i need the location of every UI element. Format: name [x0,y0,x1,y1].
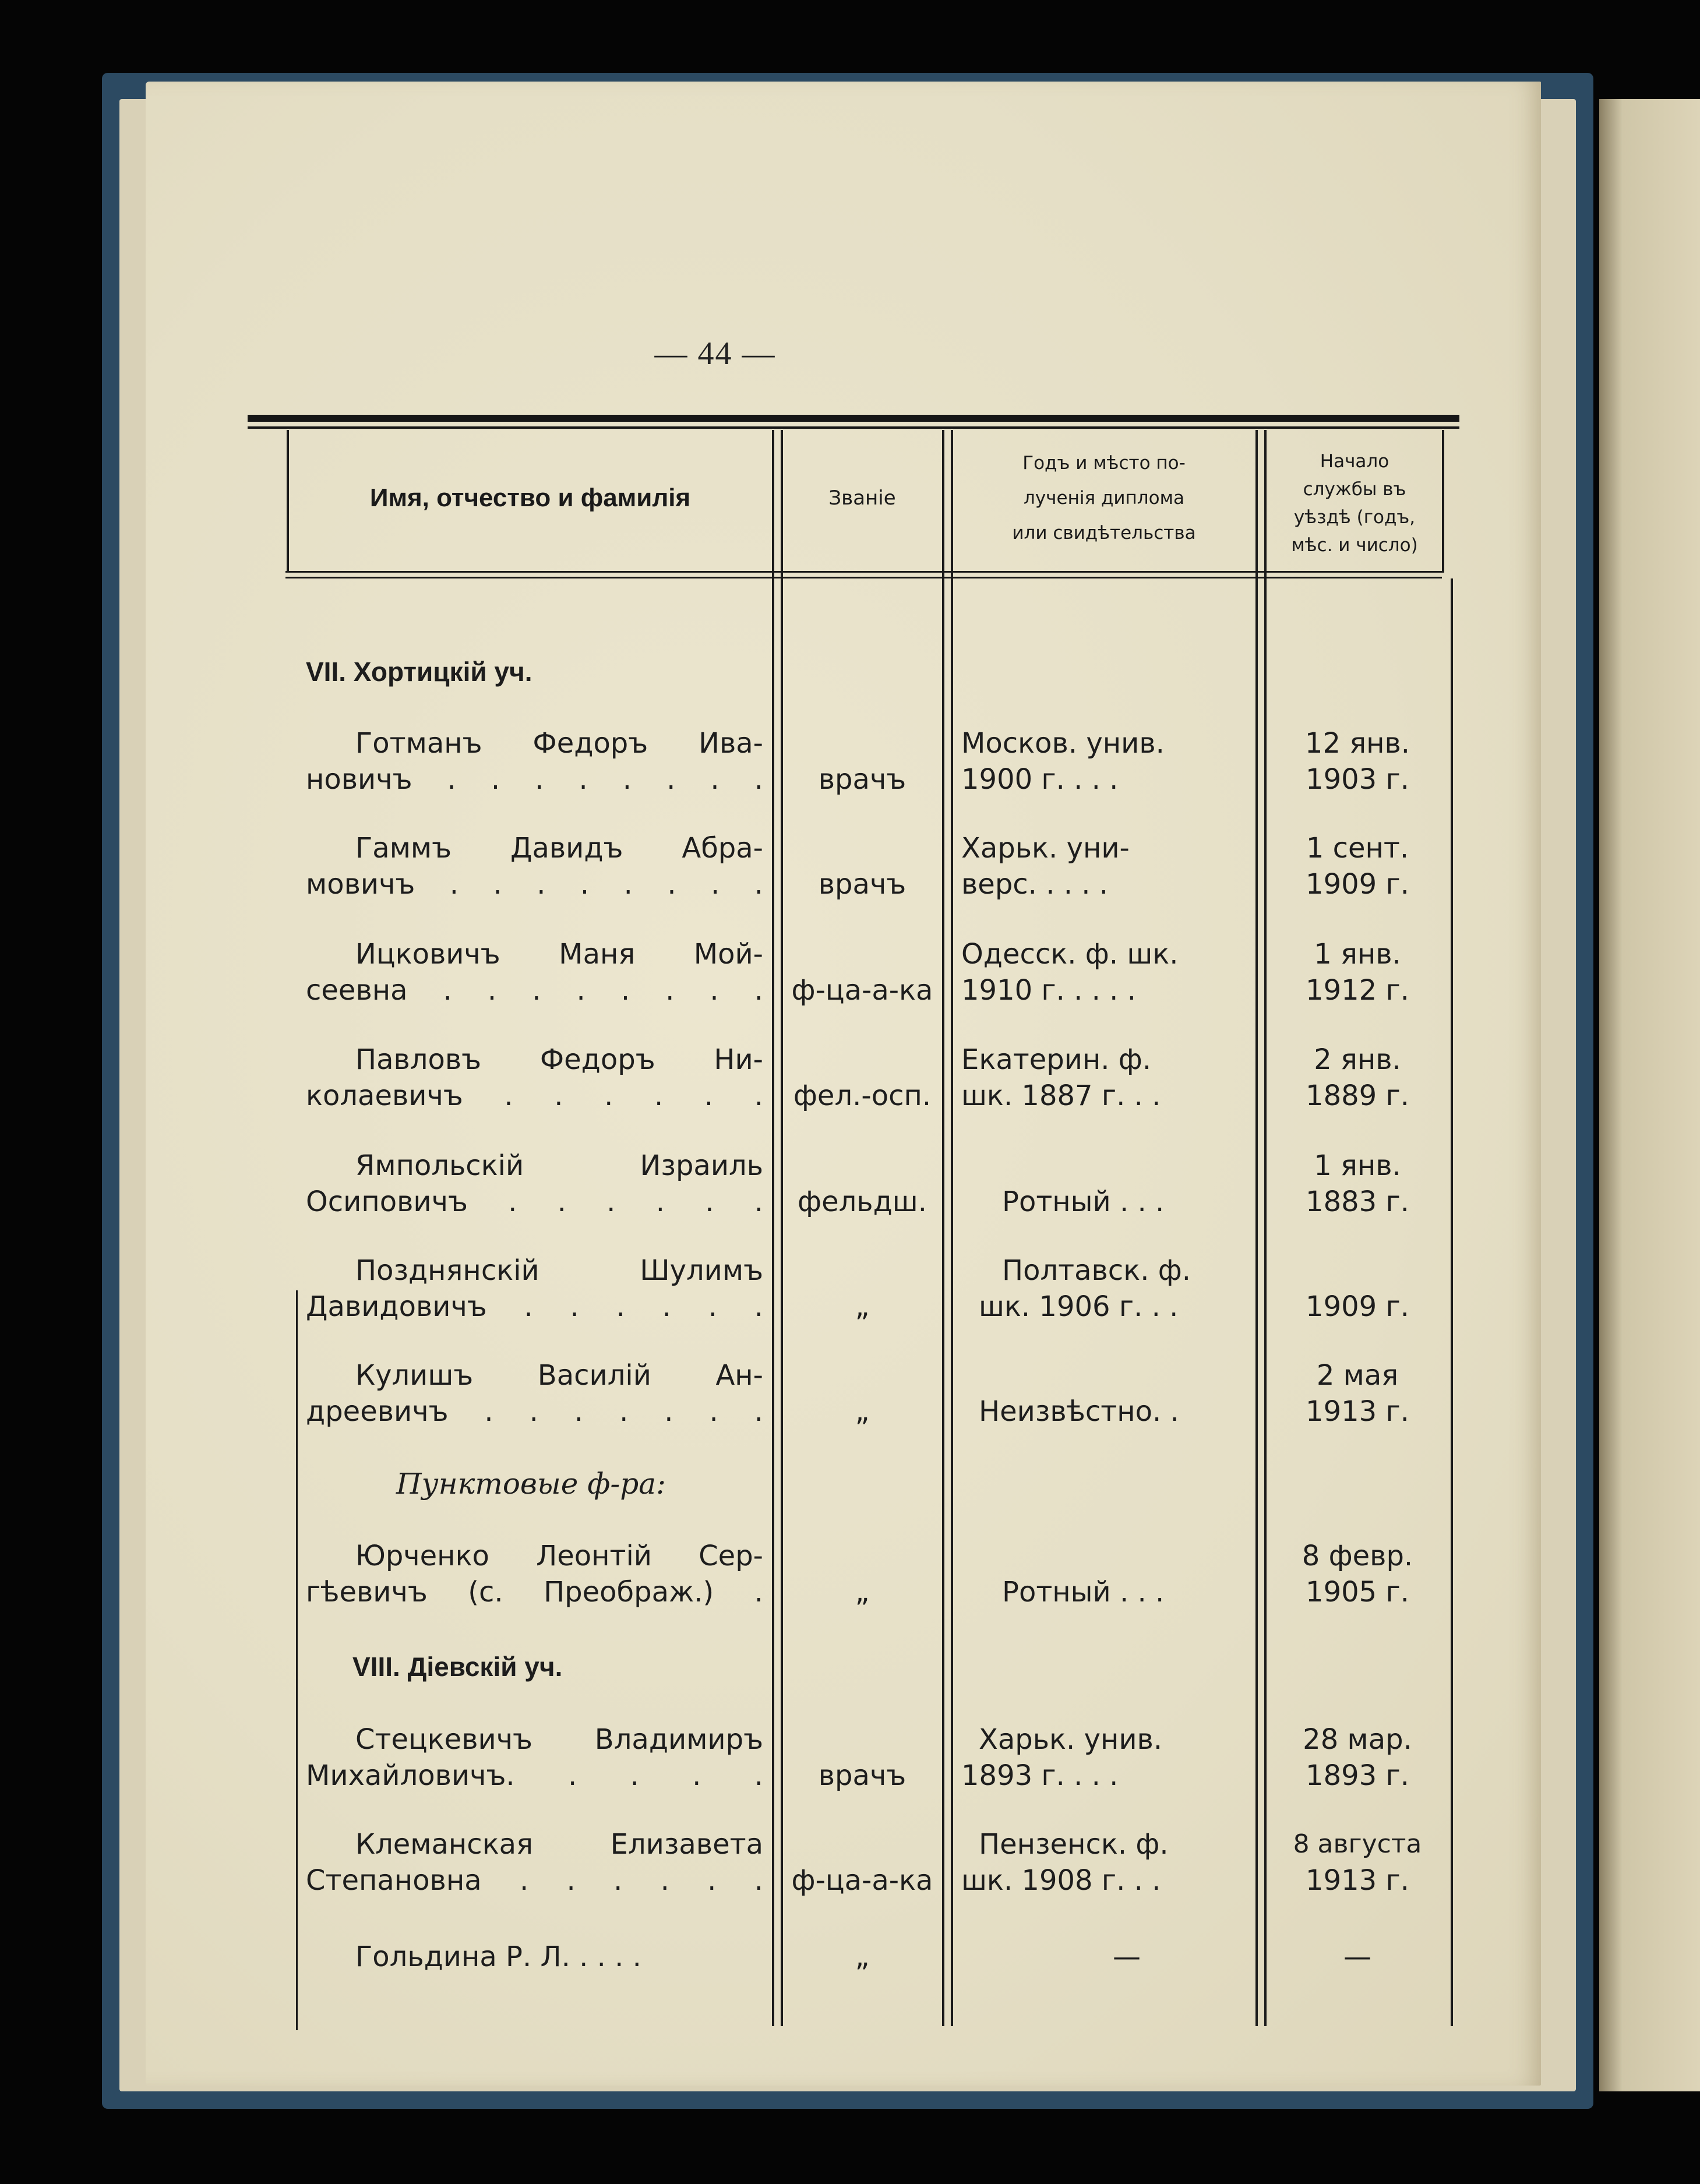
entry-name-line1: Готманъ Федоръ Ива- [355,727,763,760]
page-number: — 44 — [654,336,776,372]
entry-rank: врачъ [818,1759,907,1792]
entry-diploma-line1: Одесск. ф. шк. [961,938,1179,971]
entry-diploma-line2: верс. . . . . [961,868,1108,901]
entry-start-line2: 1905 г. [1306,1576,1409,1608]
entry-diploma-line2: 1900 г. . . . [961,763,1119,796]
entry-diploma-line1: Харьк. унив. [979,1723,1163,1756]
entry-diploma-line1: Пензенск. ф. [979,1828,1169,1861]
entry-name-line1: Ицковичъ Маня Мой- [355,938,763,971]
entry-rank: „ [855,1395,870,1428]
book-page [146,82,1541,2086]
entry-diploma-line2: Неизвѣстно. . [979,1395,1179,1428]
entry-start-line2: 1909 г. [1306,868,1409,901]
entry-start-line2: — [1343,1940,1371,1973]
entry-start-line1: 28 мар. [1303,1723,1412,1756]
entry-name-line2: мовичъ . . . . . . . . [306,868,763,901]
header-start: Начало службы въ уѣздѣ (годъ, мѣс. и число) [1291,451,1418,556]
entry-rank: „ [855,1940,870,1973]
col-line-right [1442,430,1444,573]
header-name: Имя, отчество и фамилія [369,484,691,512]
entry-name-line2: новичъ . . . . . . . . [306,763,763,796]
entry-diploma-line1: Москов. унив. [961,727,1165,760]
entry-start-line2: 1889 г. [1306,1079,1409,1112]
entry-diploma-line1: Полтавск. ф. [1002,1254,1191,1287]
entry-diploma-line2: — [1113,1940,1141,1973]
entry-name-line2: дреевичъ . . . . . . . [306,1395,763,1428]
entry-diploma-line2: Ротный . . . [1002,1576,1165,1608]
header-rule-1 [285,571,1442,573]
entry-start-line1: 2 янв. [1314,1043,1401,1076]
entry-name-line2: Михайловичъ. . . . . [306,1759,763,1792]
header-rule-2 [285,577,1442,578]
entry-name-line1: Ямпольскій Израиль [355,1149,763,1182]
entry-start-line2: 1912 г. [1306,974,1409,1007]
entry-diploma-line2: шк. 1887 г. . . [961,1079,1161,1112]
entry-start-line2: 1913 г. [1306,1864,1409,1897]
subsection-title: Пунктовые ф-ра: [396,1467,666,1501]
col-line-rank-dip-a [942,430,944,2026]
entry-diploma-line2: 1910 г. . . . . [961,974,1136,1007]
entry-name-line2: сеевна . . . . . . . . [306,974,763,1007]
entry-rank: фел.-осп. [793,1079,932,1112]
col-line-name-rank-a [772,430,774,2026]
entry-diploma-line2: шк. 1906 г. . . [979,1290,1179,1323]
col-line-rank-dip-b [951,430,953,2026]
entry-start-line2: 1909 г. [1306,1290,1409,1323]
entry-rank: врачъ [818,763,907,796]
entry-start-line2: 1913 г. [1306,1395,1409,1428]
section-title: VII. Хортицкій уч. [306,657,532,687]
entry-start-line1: 1 янв. [1314,938,1401,971]
entry-name-line1: Павловъ Федоръ Ни- [355,1043,763,1076]
left-margin-mark [296,1290,298,2030]
entry-rank: „ [855,1290,870,1323]
entry-name-line1: Стецкевичъ Владимиръ [355,1723,763,1756]
entry-diploma-line1: Екатерин. ф. [961,1043,1152,1076]
entry-start-line2: 1893 г. [1306,1759,1409,1792]
entry-diploma-line1: Харьк. уни- [961,832,1130,865]
section-title: VIII. Діевскій уч. [352,1652,563,1682]
entry-start-line1: 1 сент. [1306,832,1409,865]
col-line-name-rank-b [781,430,783,2026]
entry-start-line1: 8 августа [1293,1829,1422,1859]
entry-name-line2: Степановна . . . . . . [306,1864,763,1897]
col-line-dip-start-a [1255,430,1258,2026]
col-line-left [287,430,289,573]
entry-name-line2: гѣевичъ (с. Преображ.) . [306,1576,763,1608]
entry-start-line1: 8 февр. [1302,1540,1413,1572]
entry-name-line2: Осиповичъ . . . . . . [306,1186,763,1218]
entry-start-line2: 1883 г. [1306,1186,1409,1218]
entry-name-line2: колаевичъ . . . . . . [306,1079,763,1112]
entry-rank: „ [855,1576,870,1608]
entry-start-line1: 2 мая [1316,1359,1399,1392]
entry-name-line1: Позднянскій Шулимъ [355,1254,763,1287]
entry-rank: врачъ [818,868,907,901]
entry-diploma-line2: 1893 г. . . . [961,1759,1119,1792]
facing-page-edge [1599,99,1700,2091]
entry-name-line1: Юрченко Леонтій Сер- [355,1540,763,1572]
entry-rank: ф-ца-а-ка [791,1864,933,1897]
header-rank: Званіе [828,486,896,510]
col-line-dip-start-b [1264,430,1267,2026]
entry-diploma-line2: шк. 1908 г. . . [961,1864,1161,1897]
col-line-right-lower [1451,578,1453,2026]
entry-rank: ф-ца-а-ка [791,974,933,1007]
entry-name-line1: Клеманская Елизавета [355,1828,763,1861]
entry-name-line1: Кулишъ Василій Ан- [355,1359,763,1392]
entry-name-line1: Гаммъ Давидъ Абра- [355,832,763,865]
entry-name-line2: Давидовичъ . . . . . . [306,1290,763,1323]
entry-name-line2: Гольдина Р. Л. . . . . [355,1940,641,1973]
entry-start-line1: 12 янв. [1304,727,1410,760]
entry-start-line2: 1903 г. [1306,763,1409,796]
header-diploma: Годъ и мѣсто по- лученія диплома или свидѣтельства [1012,453,1196,544]
top-rule-thick [248,415,1459,422]
entry-start-line1: 1 янв. [1314,1149,1401,1182]
entry-diploma-line2: Ротный . . . [1002,1186,1165,1218]
entry-rank: фельдш. [798,1186,927,1218]
top-rule-thin [248,426,1459,429]
